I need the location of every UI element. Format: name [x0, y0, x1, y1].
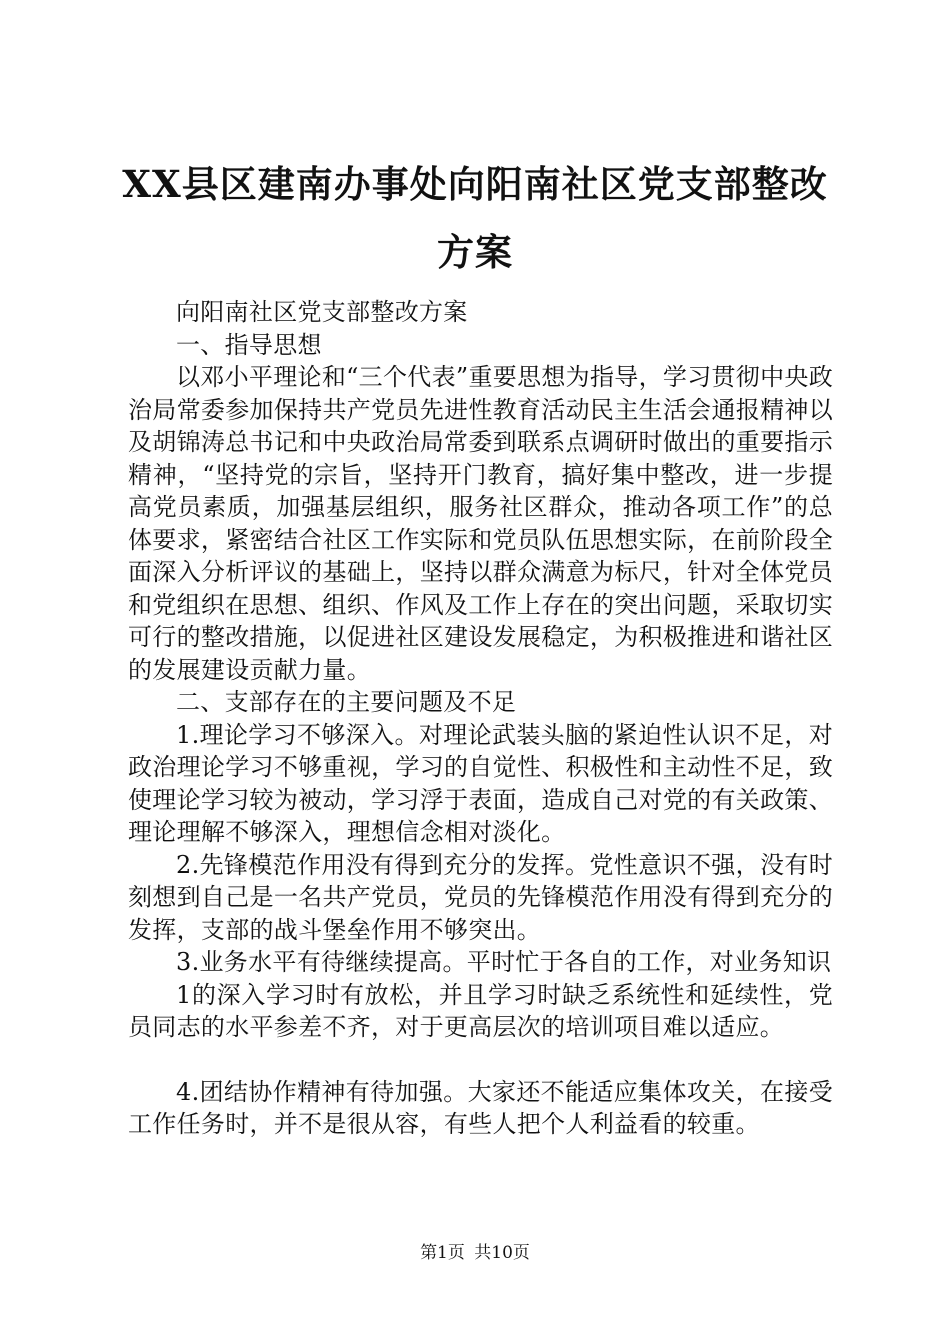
page-footer — [0, 1241, 950, 1265]
guiding-thought-paragraph: 以邓小平理论和“三个代表”重要思想为指导，学习贯彻中央政治局常委参加保持共产党员先进性教育活动民主生活会通报精神以及胡锦涛总书记和中央政治局常委到联系点调研时做出的重要指示精神，“坚持党的宗旨，坚持开门教育，搞好集中整改，进一步提高党员素质，加强基层组织，服务社区群众，推动各项工作”的总体要求，紧密结合社区工作实际和党员队伍思想实际，在前阶段全面深入分析评议的基础上，坚持以群众满意为标尺，针对全体党员和党组织在思想、组织、作风及工作上存在的突出问题，采取切实可行的整改措施，以促进社区建设发展稳定，为积极推进和谐社区的发展建设贡献力量。 — [128, 363, 833, 684]
problem-item-4: 4.团结协作精神有待加强。大家还不能适应集体攻关，在接受工作任务时，并不是很从容，有些人把个人利益看的较重。 — [128, 1077, 833, 1138]
document-body — [128, 296, 833, 1141]
section-heading-guiding-thought: 一、指导思想 — [176, 330, 322, 359]
problem-item-1: 1.理论学习不够深入。对理论武装头脑的紧迫性认识不足，对政治理论学习不够重视，学习的自觉性、积极性和主动性不足，致使理论学习较为被动，学习浮于表面，造成自己对党的有关政策、理论理解不够深入，理想信念相对淡化。 — [128, 720, 833, 846]
section-heading-problems: 二、支部存在的主要问题及不足 — [176, 688, 517, 716]
page-number-label: 第1页 — [420, 1243, 465, 1263]
subtitle-paragraph: 向阳南社区党支部整改方案 — [176, 298, 468, 326]
document-title: XX县区建南办事处向阳南社区党支部整改方案 — [122, 162, 828, 274]
problem-item-3: 3.业务水平有待继续提高。平时忙于各自的工作，对业务知识 — [176, 948, 832, 976]
problem-item-3-continued: 1的深入学习时有放松，并且学习时缺乏系统性和延续性，党员同志的水平参差不齐，对于更高层次的培训项目难以适应。 — [128, 980, 833, 1041]
paragraph-gap — [128, 1044, 833, 1076]
problem-item-2: 2.先锋模范作用没有得到充分的发挥。党性意识不强，没有时刻想到自己是一名共产党员，党员的先锋模范作用没有得到充分的发挥，支部的战斗堡垒作用不够突出。 — [128, 850, 833, 944]
page-total-label: 共10页 — [474, 1243, 530, 1263]
